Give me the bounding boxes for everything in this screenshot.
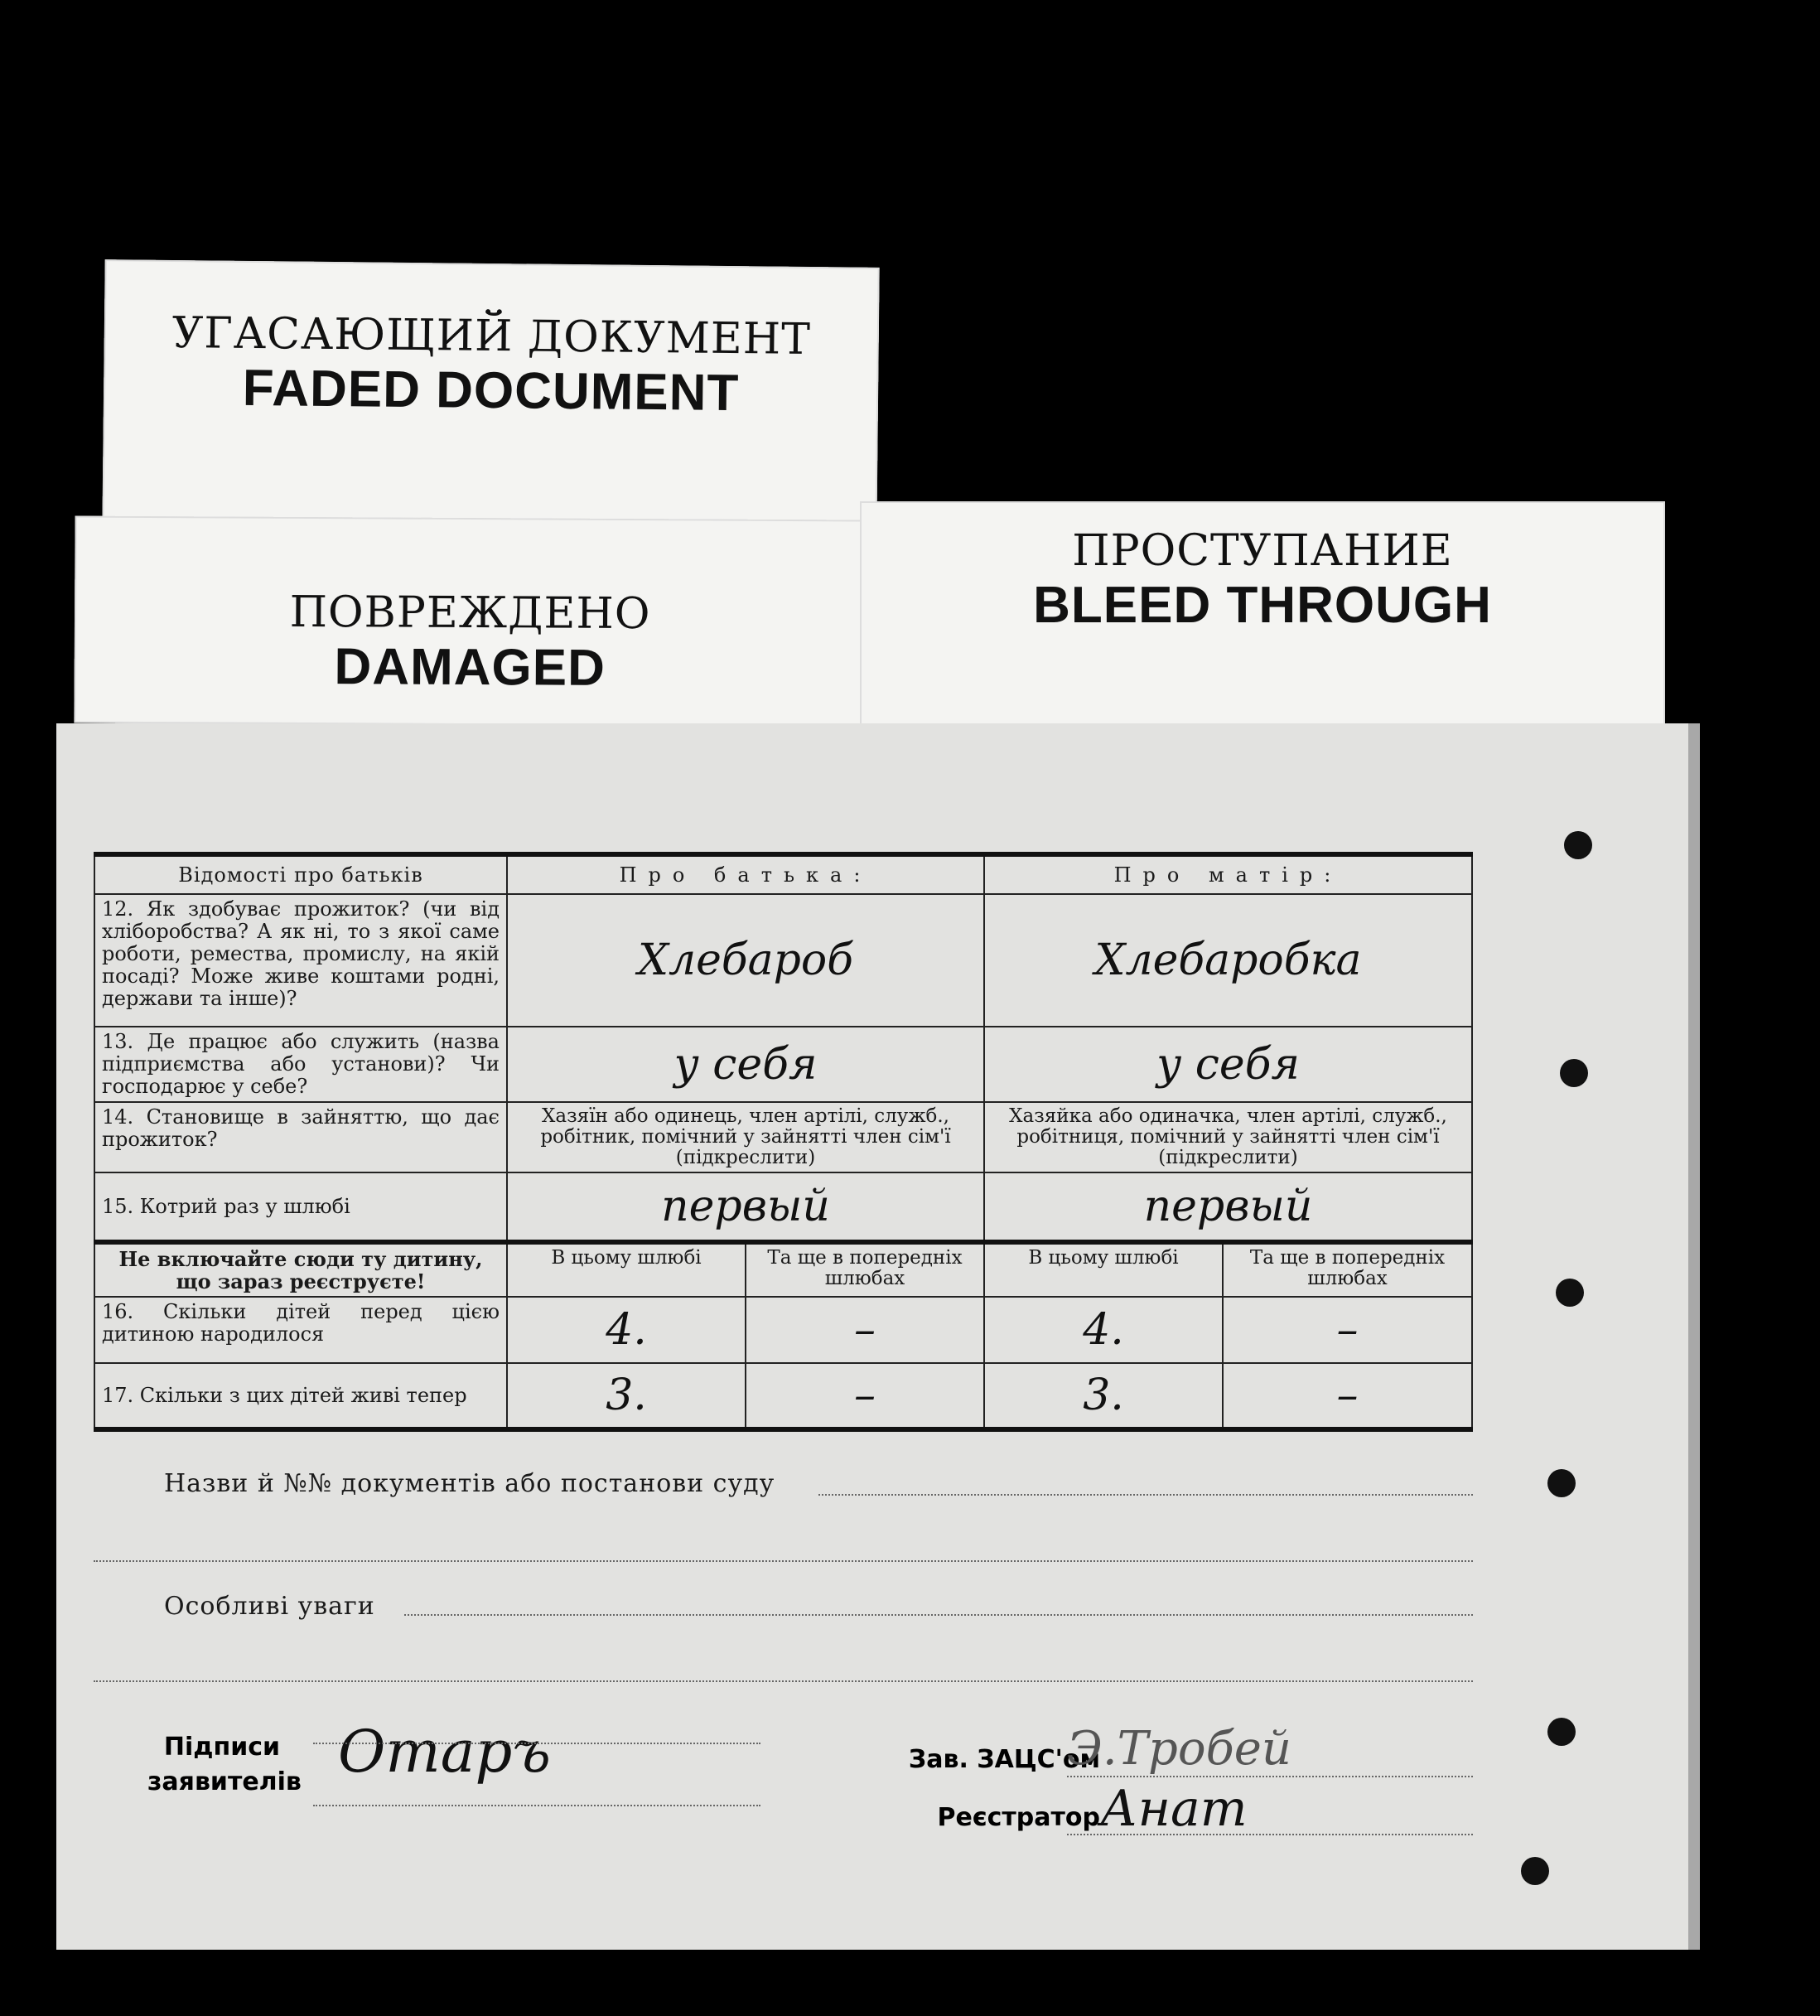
- punch-hole: [1556, 1279, 1584, 1307]
- q14-label: 14. Становище в зайняттю, що дає прожиток?: [94, 1102, 507, 1172]
- q14-mother: Хазяйка або одиначка, член артілі, служб., робітниця, помічний у зайнятті член сім'ї (підкреслити): [984, 1102, 1472, 1172]
- q15-label: 15. Котрий раз у шлюбі: [94, 1172, 507, 1242]
- remarks-label: Особливі уваги: [164, 1592, 375, 1621]
- bleed-through-card: [860, 501, 1665, 733]
- header-mother: Про матір:: [984, 854, 1472, 894]
- punch-hole: [1547, 1469, 1576, 1497]
- head-sig-line: [1067, 1776, 1473, 1777]
- q13-mother: у себя: [984, 1027, 1472, 1102]
- damaged-en-label: DAMAGED: [334, 638, 606, 697]
- documents-dotted-line-2: [94, 1560, 1473, 1562]
- q16-mother-previous: –: [1223, 1297, 1472, 1363]
- sub-current-father: В цьому шлюбі: [507, 1242, 746, 1297]
- faded-document-card: [102, 259, 879, 541]
- q17-label: 17. Скільки з цих дітей живі тепер: [94, 1363, 507, 1429]
- punch-hole: [1560, 1059, 1588, 1087]
- q16-mother-current: 4.: [984, 1297, 1223, 1363]
- sub-previous-father: Та ще в попередніх шлюбах: [746, 1242, 984, 1297]
- damaged-card: [74, 516, 866, 728]
- q15-mother: первый: [984, 1172, 1472, 1242]
- header-father: Про батька:: [507, 854, 984, 894]
- sub-current-mother: В цьому шлюбі: [984, 1242, 1223, 1297]
- applicants-signature-label: Підписи заявителів: [147, 1733, 302, 1796]
- applicant-sig-line-2: [313, 1805, 760, 1806]
- q13-father: у себя: [507, 1027, 984, 1102]
- q16-father-previous: –: [746, 1297, 984, 1363]
- head-label: Зав. ЗАЦС'ом: [908, 1745, 1100, 1774]
- bleed-en-label: BLEED THROUGH: [1033, 577, 1492, 634]
- q15-father: первый: [507, 1172, 984, 1242]
- applicant-sig-line: [313, 1743, 760, 1744]
- q17-mother-previous: –: [1223, 1363, 1472, 1429]
- q16-label: 16. Скільки дітей перед цією дитиною народилося: [94, 1297, 507, 1363]
- q12-label: 12. Як здобуває прожиток? (чи від хліборобства? А як ні, то з якої саме роботи, ремества, промислу, на якій посаді? Може живе коштами родні, держави та інше)?: [94, 894, 507, 1027]
- punch-hole: [1521, 1857, 1549, 1885]
- q17-father-current: 3.: [507, 1363, 746, 1429]
- notice-label: Не включайте сюди ту дитину, що зараз реєструєте!: [94, 1242, 507, 1297]
- q13-label: 13. Де працює або служить (назва підприємства або установи)? Чи господарює у себе?: [94, 1027, 507, 1102]
- header-col1: Відомості про батьків: [94, 854, 507, 894]
- punch-hole: [1547, 1718, 1576, 1746]
- sub-previous-mother: Та ще в попередніх шлюбах: [1223, 1242, 1472, 1297]
- documents-label: Назви й №№ документів або постанови суду: [164, 1469, 775, 1498]
- faded-ru-label: УГАСАЮЩИЙ ДОКУМЕНТ: [171, 307, 812, 365]
- remarks-dotted-line: [404, 1614, 1473, 1616]
- faded-en-label: FADED DOCUMENT: [242, 359, 740, 423]
- registrar-signature: Анат: [1100, 1780, 1248, 1838]
- applicant-signature: Отаръ: [338, 1718, 551, 1786]
- damaged-ru-label: ПОВРЕЖДЕНО: [289, 587, 651, 640]
- registration-form-sheet: [56, 723, 1700, 1950]
- bleed-ru-label: ПРОСТУПАНИЕ: [1072, 526, 1453, 576]
- q17-father-previous: –: [746, 1363, 984, 1429]
- documents-dotted-line: [818, 1494, 1473, 1496]
- registrar-sig-line: [1067, 1834, 1473, 1835]
- parents-info-table: [94, 852, 1473, 1432]
- remarks-dotted-line-2: [94, 1680, 1473, 1682]
- q12-mother: Хлебаробка: [984, 894, 1472, 1027]
- q14-father: Хазяїн або одинець, член артілі, служб., робітник, помічний у зайнятті член сім'ї (підкреслити): [507, 1102, 984, 1172]
- punch-hole: [1564, 831, 1592, 859]
- head-signature: Э.Тробей: [1067, 1722, 1291, 1776]
- q12-father: Хлебароб: [507, 894, 984, 1027]
- q17-mother-current: 3.: [984, 1363, 1223, 1429]
- registrar-label: Реєстратор: [937, 1803, 1100, 1832]
- q16-father-current: 4.: [507, 1297, 746, 1363]
